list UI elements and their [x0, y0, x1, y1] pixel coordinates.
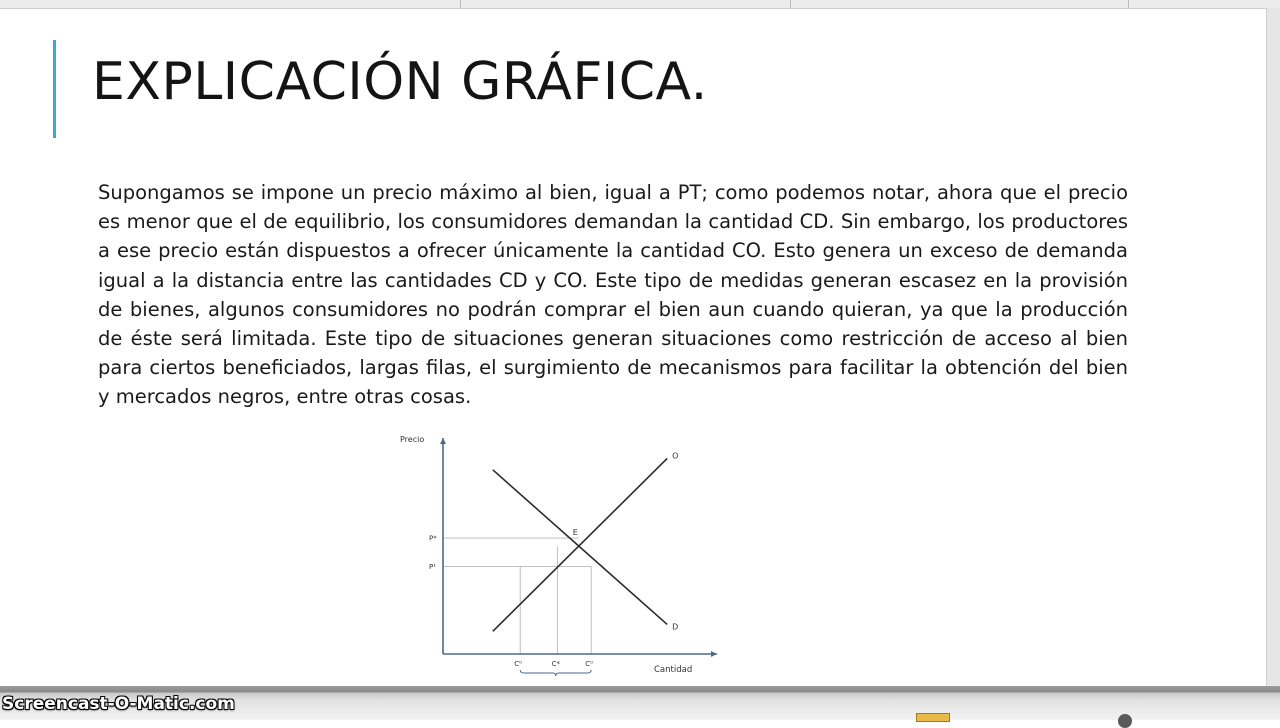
ruler-divider	[1128, 0, 1129, 8]
supply-label: O	[672, 451, 679, 461]
x-axis-arrow	[711, 651, 717, 657]
ruler-divider	[460, 0, 461, 8]
x-tick-label: C⁰	[585, 660, 593, 668]
supply-demand-chart	[395, 428, 725, 684]
x-tick-label: C*	[551, 660, 560, 668]
y-axis-arrow	[440, 438, 446, 444]
excess-demand-brace	[520, 670, 591, 676]
y-axis-label: Precio	[400, 435, 425, 444]
demand-line	[493, 470, 667, 625]
demand-label: D	[672, 622, 679, 632]
equilibrium-label: E	[572, 528, 578, 538]
top-ruler-bar	[0, 0, 1280, 9]
vertical-scrollbar[interactable]	[1266, 8, 1280, 688]
chart-series	[493, 458, 667, 631]
slide-paragraph: Supongamos se impone un precio máximo al bien, igual a PT; como podemos notar, ahora que el precio es menor que el de equilibrio, los consumidores demandan la cantidad CD. Sin embargo, los productores a ese precio están dispuestos a ofrecer únicamente la cantidad CO. Esto genera un exceso de demanda igual a la distancia entre las cantidades CD y CO. Este tipo de medidas generan escasez en la provisión de bienes, algunos consumidores no podrán comprar el bien aun cuando quieran, ya que la producción de éste será limitada. Este tipo de situaciones generan situaciones como restricción de acceso al bien para ciertos beneficiados, largas filas, el surgimiento de mecanismos para facilitar la obtención del bien y mercados negros, entre otras cosas.	[98, 181, 1128, 409]
x-axis-label: Cantidad	[654, 665, 693, 675]
watermark-text: Screencast-O-Matic.com	[2, 694, 235, 714]
taskbar-item[interactable]	[916, 713, 950, 722]
x-tick-label: C⁰	[514, 660, 522, 668]
ruler-divider	[790, 0, 791, 8]
supply-line	[493, 458, 667, 631]
y-tick-label: P*	[429, 534, 437, 543]
taskbar-circle-icon[interactable]	[1118, 714, 1132, 728]
slide-title: EXPLICACIÓN GRÁFICA.	[92, 52, 708, 112]
y-tick-label: P¹	[429, 562, 437, 571]
title-accent-bar	[53, 40, 56, 138]
